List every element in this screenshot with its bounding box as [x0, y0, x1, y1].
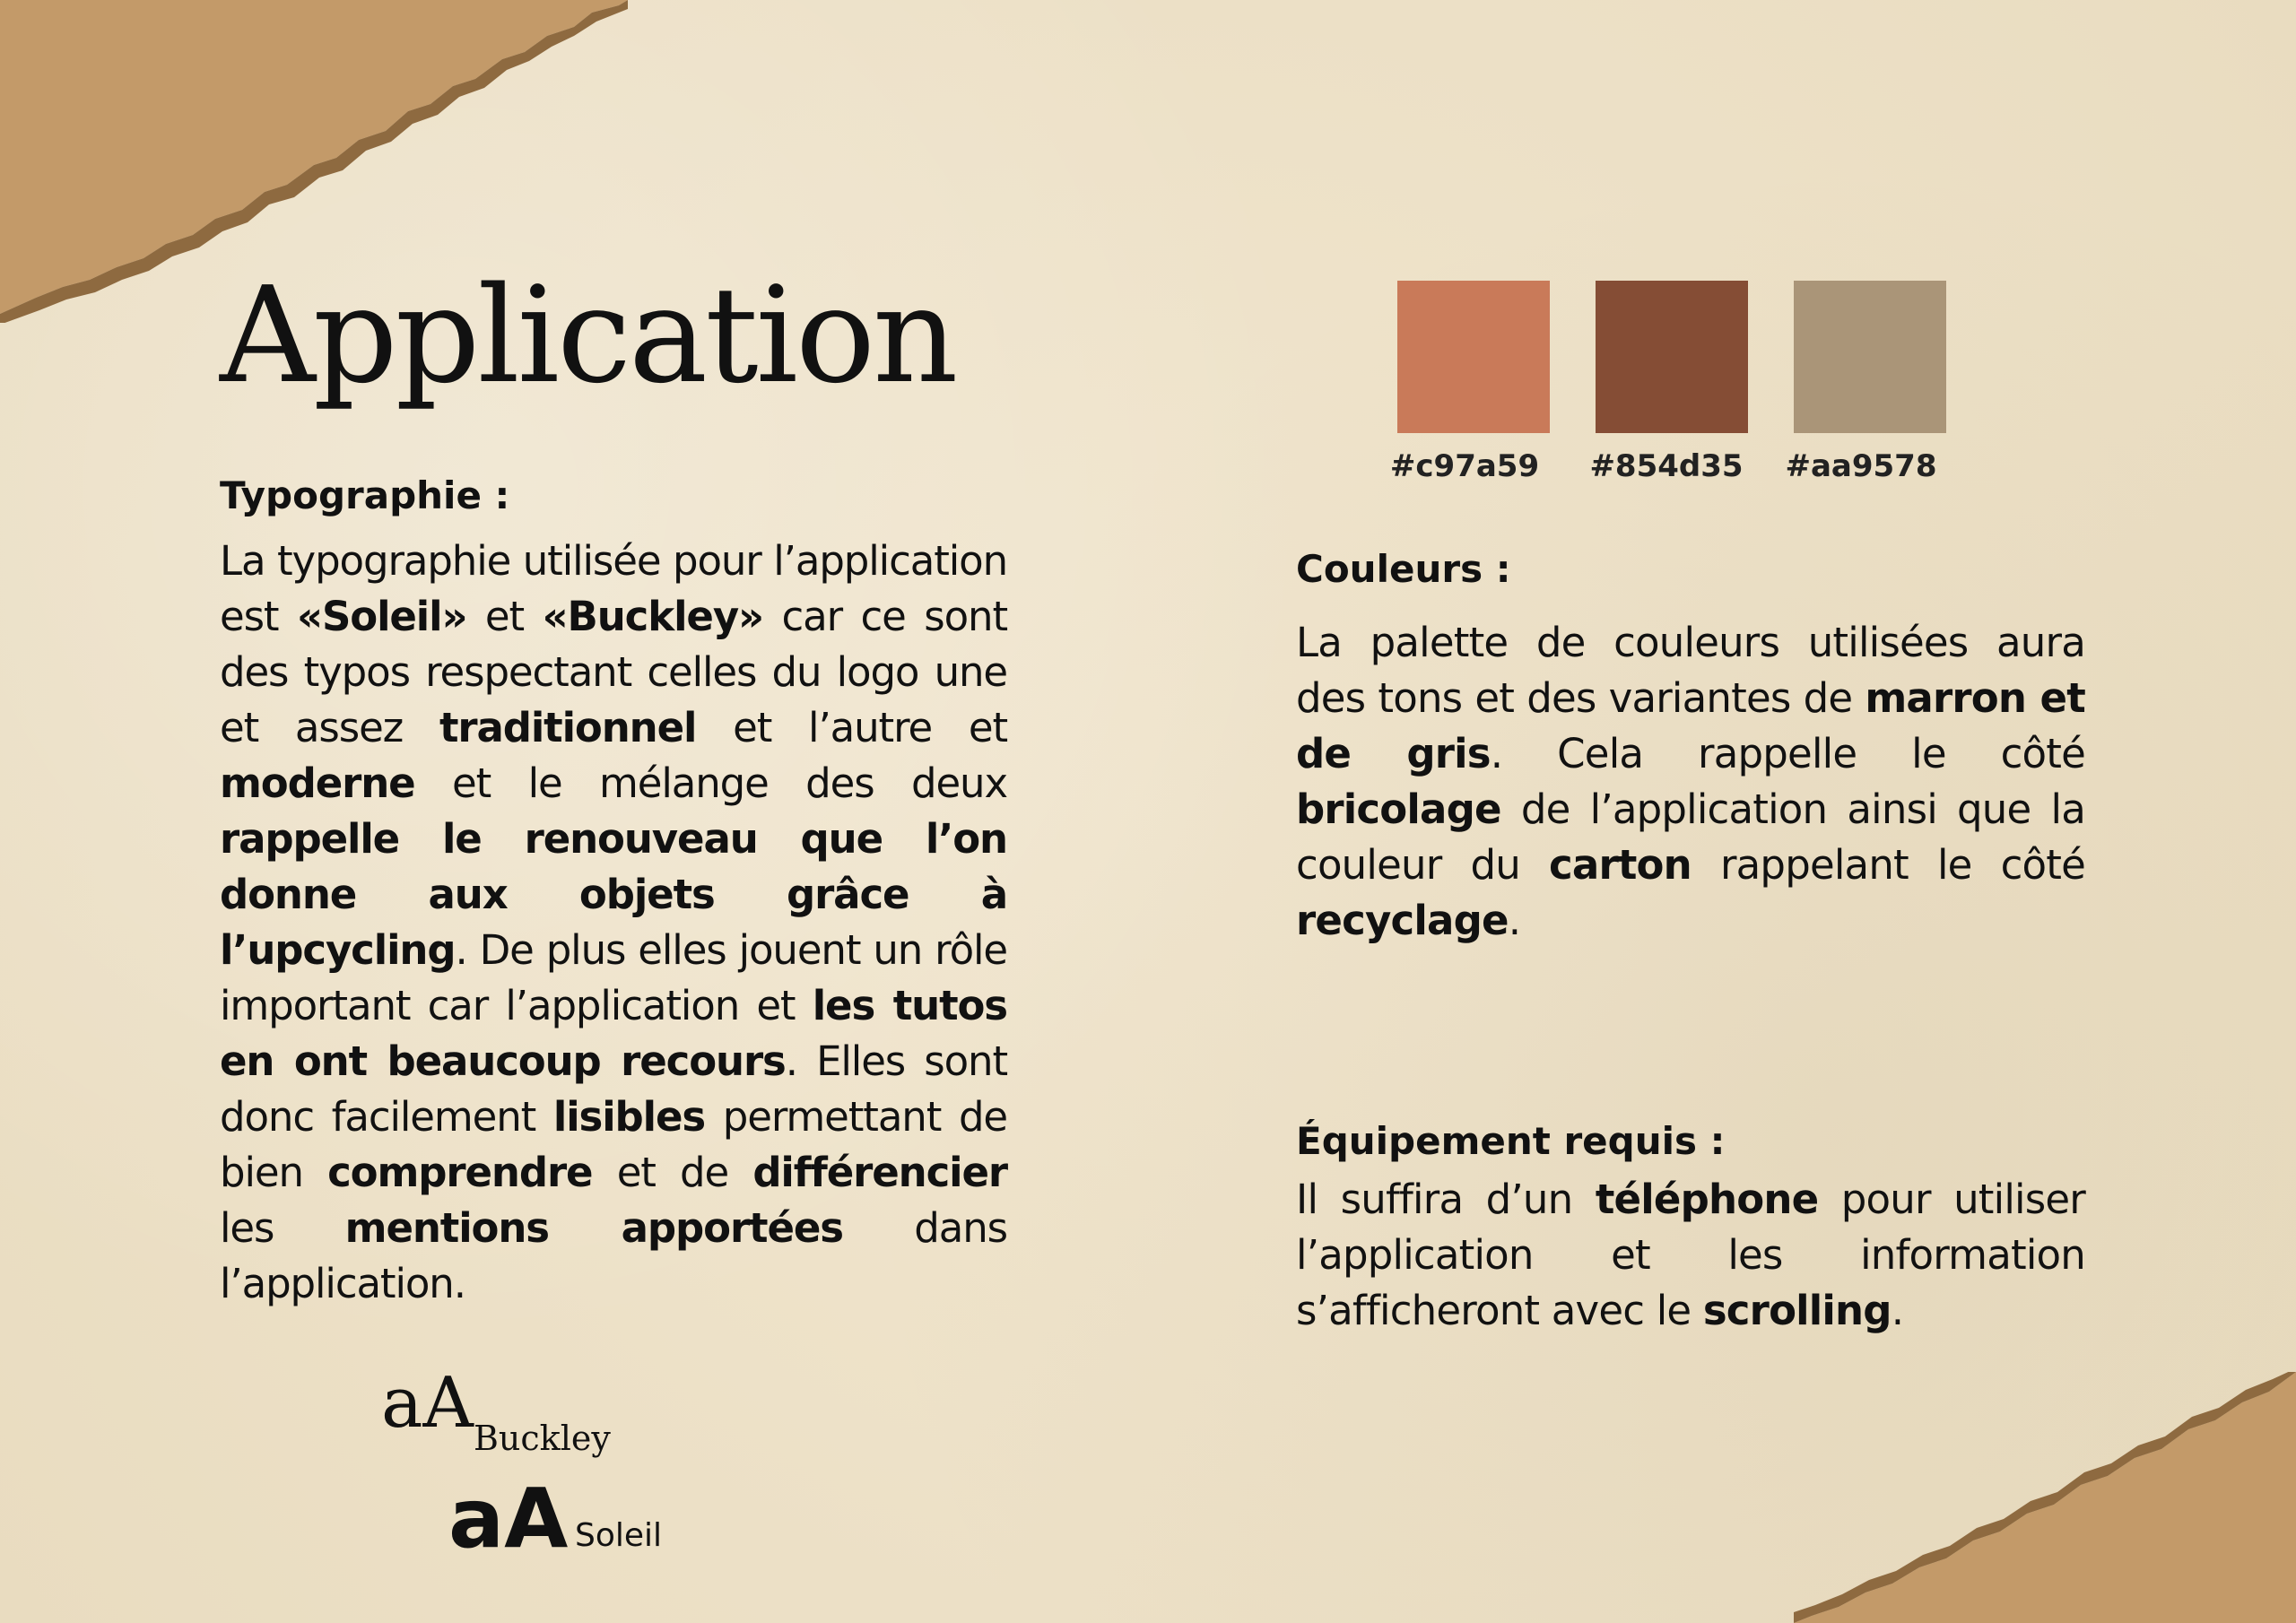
- typographie-label: Typographie :: [220, 473, 510, 517]
- couleurs-paragraph: La palette de couleurs utilisées aura des tons et des variantes de marron et de gris. Cela rappelle le côté bricolage de l’application ainsi que la couleur du carton rappelant le côté recyclage.: [1296, 619, 2085, 944]
- soleil-glyphs: aA: [448, 1471, 569, 1567]
- soleil-name: Soleil: [575, 1517, 663, 1554]
- couleurs-label: Couleurs :: [1296, 547, 1511, 591]
- swatch-terracotta: [1397, 281, 1550, 433]
- swatch-code-greige: #aa9578: [1785, 448, 1937, 484]
- cardboard-corner-bottom-right: [1794, 1372, 2296, 1623]
- equipement-label: Équipement requis :: [1296, 1119, 1726, 1163]
- swatch-code-terracotta: #c97a59: [1389, 448, 1540, 484]
- swatch-code-brown: #854d35: [1589, 448, 1744, 484]
- equipement-paragraph: Il suffira d’un téléphone pour utiliser l’application et les information s’afficheront avec le scrolling.: [1296, 1176, 2085, 1334]
- page-title: Application: [220, 258, 956, 412]
- typographie-paragraph: La typographie utilisée pour l’application est «Soleil» et «Buckley» car ce sont des typos respectant celles du logo une et assez traditionnel et l’autre et moderne et le mélange des deux rappelle le renouveau que l’on donne aux objets grâce à l’upcycling. De plus elles jouent un rôle important car l’application et les tutos en ont beaucoup recours. Elles sont donc facilement lisibles permettant de bien comprendre et de différencier les mentions apportées dans l’application.: [220, 537, 1008, 1307]
- swatch-brown: [1596, 281, 1748, 433]
- buckley-glyphs: aA: [381, 1363, 474, 1444]
- swatch-greige: [1794, 281, 1946, 433]
- buckley-name: Buckley: [474, 1419, 611, 1458]
